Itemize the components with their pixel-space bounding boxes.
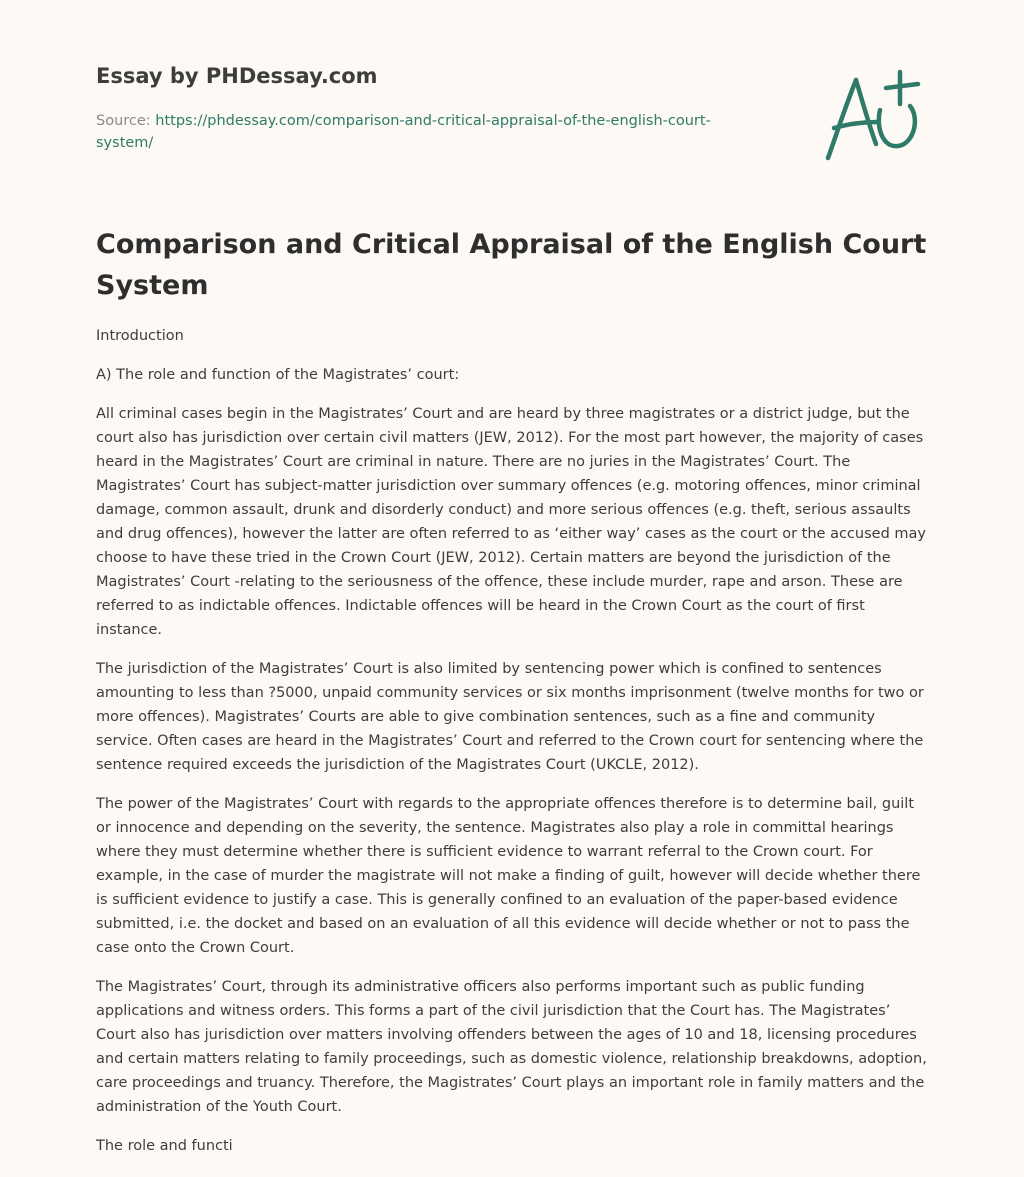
paragraph: All criminal cases begin in the Magistrates’ Court and are heard by three magistrates or a district judge, but the court also has jurisdiction over certain civil matters (JEW, 2012). For the most part however, the majority of cases heard in the Magistrates’ Court are criminal in nature. There are no juries in the Magistrates’ Court. The Magistrates’ Court has subject-matter jurisdiction over summary offences (e.g. motoring offences, minor criminal damage, common assault, drunk and disorderly conduct) and more serious offences (e.g. theft, serious assaults and drug offences), however the latter are often referred to as ‘either way’ cases as the court or the accused may choose to have these tried in the Crown Court (JEW, 2012). Certain matters are beyond the jurisdiction of the Magistrates’ Court -relating to the seriousness of the offence, these include murder, rape and arson. These are referred to as indictable offences. Indictable offences will be heard in the Crown Court as the court of first instance. [96, 406, 926, 638]
source-line [96, 110, 746, 154]
a-plus-logo [818, 66, 928, 166]
source-link[interactable]: https://phdessay.com/comparison-and-critical-appraisal-of-the-english-court-system/ [96, 113, 711, 151]
section-a-heading: A) The role and function of the Magistrates’ court: [96, 367, 460, 383]
paragraph: The power of the Magistrates’ Court with regards to the appropriate offences therefore is to determine bail, guilt or innocence and depending on the severity, the sentence. Magistrates also play a role in committal hearings where they must determine whether there is sufficient evidence to warrant referral to the Crown court. For example, in the case of murder the magistrate will not make a finding of guilt, however will decide whether there is sufficient evidence to justify a case. This is generally confined to an evaluation of the paper-based evidence submitted, i.e. the docket and based on an evaluation of all this evidence will decide whether or not to pass the case onto the Crown Court. [96, 796, 921, 956]
paragraph: The Magistrates’ Court, through its administrative officers also performs important such as public funding applications and witness orders. This forms a part of the civil jurisdiction that the Court has. The Magistrates’ Court also has jurisdiction over matters involving offenders between the ages of 10 and 18, licensing procedures and certain matters relating to family proceedings, such as domestic violence, relationship breakdowns, adoption, care proceedings and truancy. Therefore, the Magistrates’ Court plays an important role in family matters and the administration of the Youth Court. [96, 979, 927, 1115]
site-title: Essay by PHDessay.com [96, 64, 378, 88]
article-body [96, 324, 931, 1173]
paragraph: The jurisdiction of the Magistrates’ Court is also limited by sentencing power which is confined to sentences amounting to less than ?5000, unpaid community services or six months imprisonment (twelve months for two or more offences). Magistrates’ Courts are able to give combination sentences, such as a fine and community service. Often cases are heard in the Magistrates’ Court and referred to the Crown court for sentencing where the sentence required exceeds the jurisdiction of the Magistrates Court (UKCLE, 2012). [96, 661, 924, 773]
source-label: Source: [96, 113, 156, 129]
truncated-paragraph: The role and functi [96, 1138, 233, 1154]
intro-label: Introduction [96, 328, 184, 344]
page-title: Comparison and Critical Appraisal of the English Court System [96, 229, 927, 301]
a-plus-logo-icon [818, 66, 928, 166]
